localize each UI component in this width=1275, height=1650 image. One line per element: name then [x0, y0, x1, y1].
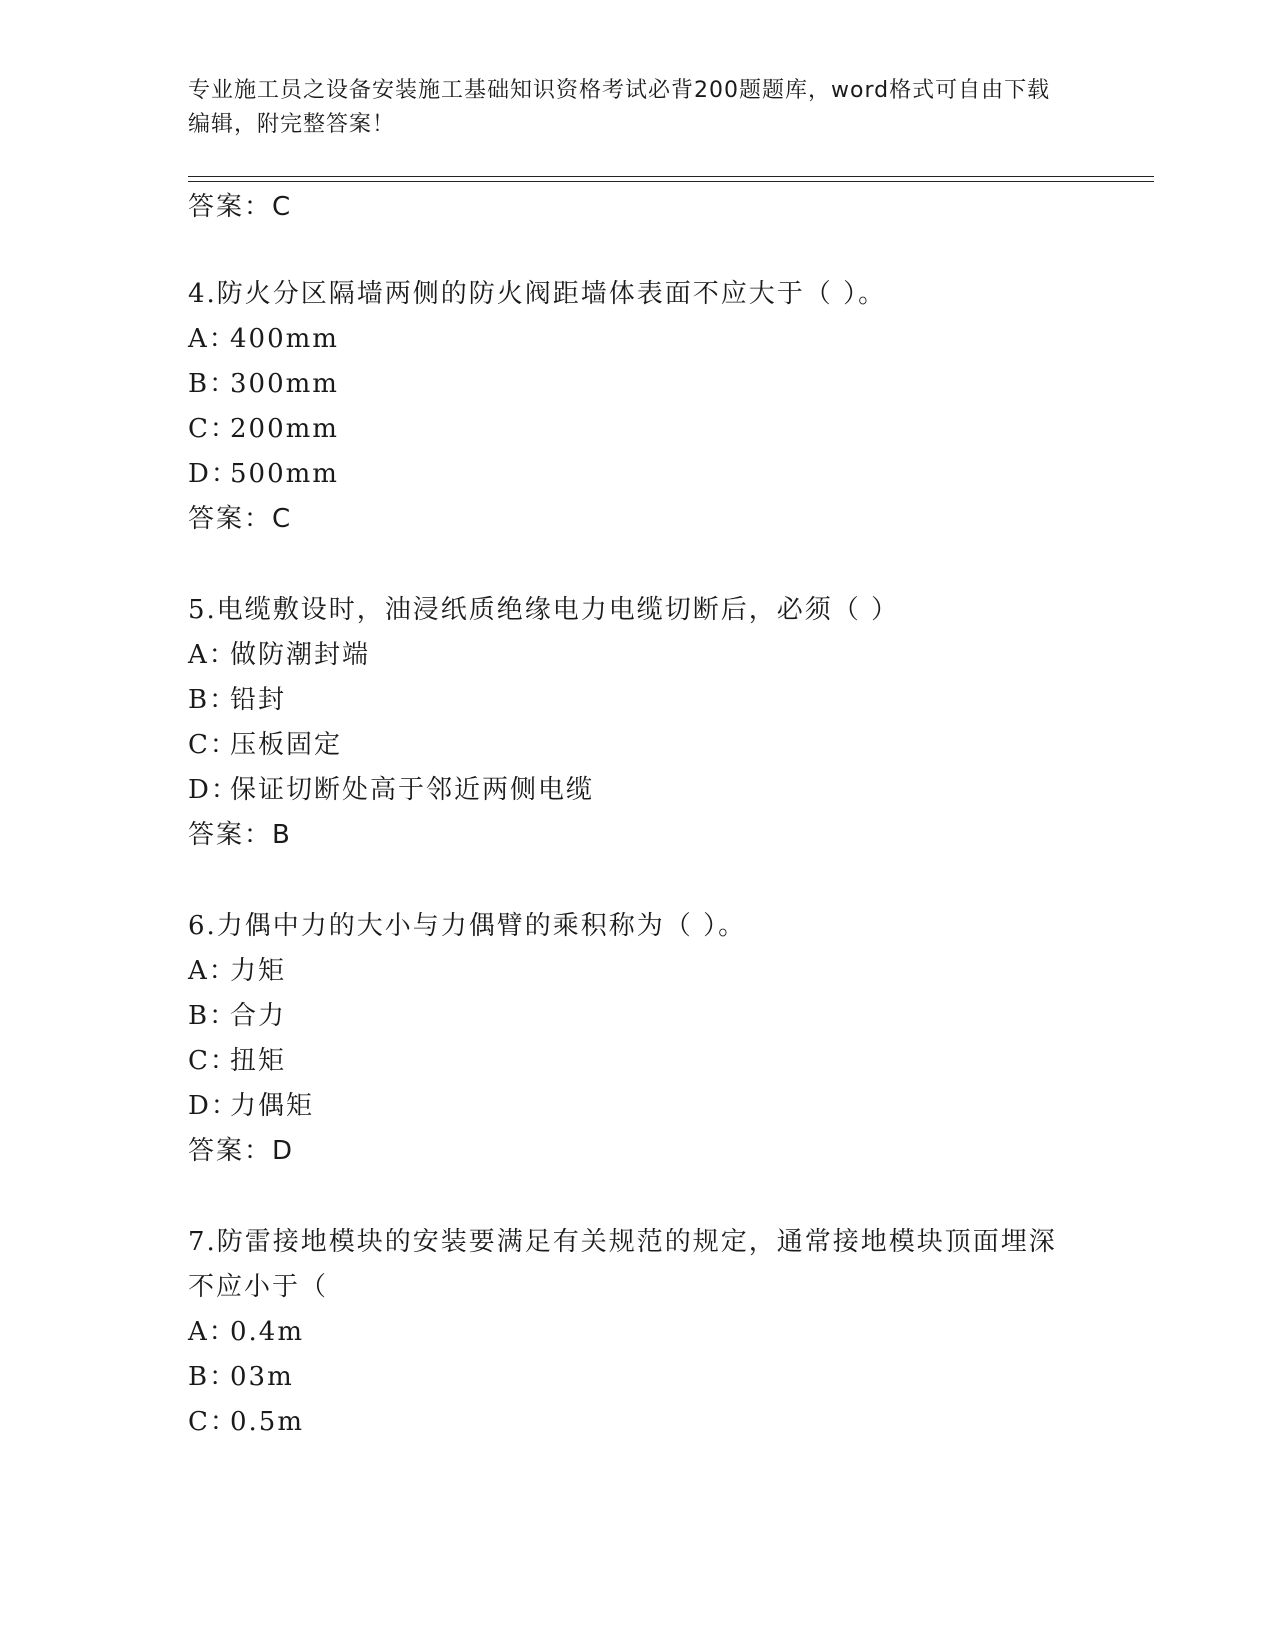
header-divider-top [188, 176, 1154, 177]
question-stem: 5.电缆敷设时，油浸纸质绝缘电力电缆切断后，必须（ ） [188, 595, 900, 625]
option-label: C： [188, 1407, 238, 1437]
option-label: A： [188, 1317, 237, 1347]
option-d [188, 768, 1088, 813]
previous-answer-block [188, 185, 1088, 230]
question-stem: 4.防火分区隔墙两侧的防火阀距墙体表面不应大于（ ）。 [188, 279, 887, 309]
option-text: 200mm [230, 414, 339, 444]
option-label: B： [188, 1362, 238, 1392]
answer-line: 答案：C [188, 504, 293, 534]
option-text: 做防潮封端 [230, 640, 371, 670]
option-text: 铅封 [230, 685, 287, 715]
option-label: A： [188, 324, 237, 354]
option-c [188, 1039, 1088, 1084]
answer-line: 答案：B [188, 820, 292, 850]
option-c [188, 723, 1088, 768]
option-b [188, 1355, 1088, 1400]
option-label: A： [188, 640, 237, 670]
option-label: A： [188, 956, 237, 986]
option-b [188, 994, 1088, 1039]
option-label: C： [188, 1046, 238, 1076]
option-d [188, 1084, 1088, 1129]
option-a [188, 1310, 1088, 1355]
question-6 [188, 904, 1088, 1174]
option-text: 0.4m [230, 1317, 305, 1347]
option-c [188, 1400, 1088, 1445]
option-b [188, 678, 1088, 723]
header-divider-bottom [188, 181, 1154, 182]
option-d [188, 452, 1088, 497]
answer-line: 答案：C [188, 192, 293, 222]
option-a [188, 317, 1088, 362]
option-label: B： [188, 369, 238, 399]
option-text: 03m [230, 1362, 294, 1392]
option-a [188, 949, 1088, 994]
option-a [188, 633, 1088, 678]
option-text: 力矩 [230, 956, 287, 986]
option-label: D： [188, 459, 239, 489]
question-7 [188, 1220, 1088, 1445]
option-text: 保证切断处高于邻近两侧电缆 [230, 775, 595, 805]
option-b [188, 362, 1088, 407]
document-header: 专业施工员之设备安装施工基础知识资格考试必背200题题库，word格式可自由下载编辑，附完整答案！ [188, 78, 1051, 137]
option-text: 500mm [230, 459, 339, 489]
option-label: D： [188, 775, 239, 805]
option-label: B： [188, 1001, 238, 1031]
option-text: 合力 [230, 1001, 287, 1031]
option-label: D： [188, 1091, 239, 1121]
option-text: 300mm [230, 369, 339, 399]
answer-line: 答案：D [188, 1136, 295, 1166]
question-stem: 7.防雷接地模块的安装要满足有关规范的规定，通常接地模块顶面埋深不应小于（ [188, 1227, 1057, 1302]
option-text: 400mm [230, 324, 339, 354]
option-label: C： [188, 730, 238, 760]
question-4 [188, 272, 1088, 542]
option-label: C： [188, 414, 238, 444]
option-text: 压板固定 [230, 730, 343, 760]
option-label: B： [188, 685, 238, 715]
option-text: 力偶矩 [230, 1091, 315, 1121]
option-c [188, 407, 1088, 452]
option-text: 扭矩 [230, 1046, 287, 1076]
question-stem: 6.力偶中力的大小与力偶臂的乘积称为（ ）。 [188, 911, 747, 941]
option-text: 0.5m [230, 1407, 305, 1437]
question-5 [188, 588, 1088, 858]
